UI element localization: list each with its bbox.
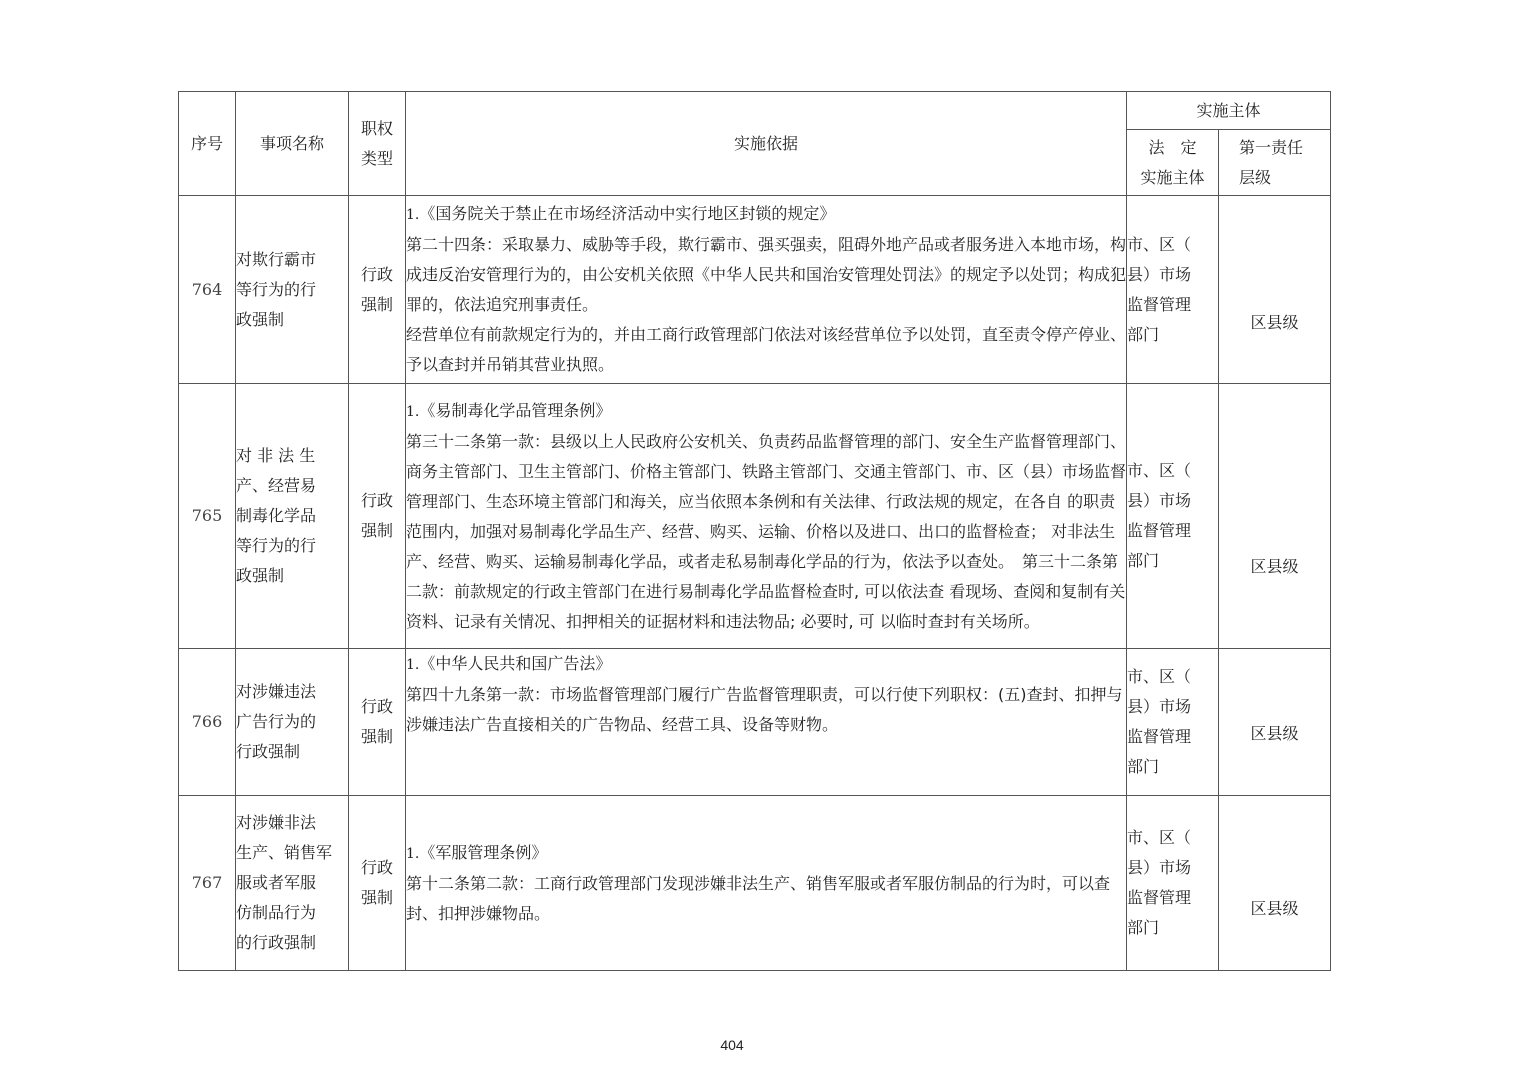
law-paragraph: 第二十四条：采取暴力、威胁等手段，欺行霸市、强买强卖，阻碍外地产品或者服务进入本地市场，构成违反治安管理行为的，由公安机关依照《中华人民共和国治安管理处罚法》的规定予以处罚；构成犯罪的，依法追究刑事责任。 xyxy=(406,235,1127,314)
header-basis: 实施依据 xyxy=(406,92,1127,196)
header-seq: 序号 xyxy=(179,92,236,196)
header-name: 事项名称 xyxy=(236,92,349,196)
header-type-line2: 类型 xyxy=(360,148,393,168)
header-legal-line2: 实施主体 xyxy=(1140,167,1205,187)
page-number: 404 xyxy=(720,1037,744,1053)
authority-type: 行政 强制 xyxy=(349,384,406,649)
header-type xyxy=(349,92,406,196)
row-number: 767 xyxy=(179,796,236,971)
law-paragraph: 第三十二条第一款：县级以上人民政府公安机关、负责药品监督管理的部门、安全生产监督管理部门、商务主管部门、卫生主管部门、价格主管部门、铁路主管部门、交通主管部门、市、区（县）市场监督管理部门、生态环境主管部门和海关，应当依照本条例和有关法律、行政法规的规定，在各自 的职责范围内，加强对易制毒化学品生产、经营、购买、运输、价格以及进口、出口的监督检查； 对非法生产、经营、购买、运输易制毒化学品，或者走私易制毒化学品的行为，依法予以查处。 第三十二条第二款：前款规定的行政主管部门在进行易制毒化学品监督检查时, 可以依法查 看现场、查阅和复制有关资料、记录有关情况、扣押相关的证据材料和违法物品; 必要时, 可 以临时查封有关场所。 xyxy=(406,431,1127,631)
header-type-line1: 职权 xyxy=(360,118,393,138)
authority-type: 行政 强制 xyxy=(349,649,406,796)
legal-subject: 市、区（ 县）市场 监督管理 部门 xyxy=(1127,384,1219,649)
header-first-line1: 第一责任 xyxy=(1239,137,1304,157)
item-name: 对 非 法 生 产、经营易 制毒化学品 等行为的行 政强制 xyxy=(236,384,349,649)
law-paragraph: 经营单位有前款规定行为的，并由工商行政管理部门依法对该经营单位予以处罚，直至责令停产停业、予以查封并吊销其营业执照。 xyxy=(406,325,1127,374)
law-title: 1.《国务院关于禁止在市场经济活动中实行地区封锁的规定》 xyxy=(406,204,836,223)
table-row xyxy=(179,384,1331,649)
item-name: 对涉嫌非法 生产、销售军 服或者军服 仿制品行为 的行政强制 xyxy=(236,796,349,971)
law-title: 1.《中华人民共和国广告法》 xyxy=(406,654,612,673)
header-subject: 实施主体 xyxy=(1127,92,1331,130)
row-number: 764 xyxy=(179,196,236,384)
header-first-line2: 层级 xyxy=(1239,167,1272,187)
table-row xyxy=(179,649,1331,796)
responsibility-level: 区县级 xyxy=(1219,649,1331,796)
enforcement-table xyxy=(178,91,1331,971)
law-paragraph: 第四十九条第一款：市场监督管理部门履行广告监督管理职责，可以行使下列职权：(五)查封、扣押与涉嫌违法广告直接相关的广告物品、经营工具、设备等财物。 xyxy=(406,685,1123,734)
legal-basis xyxy=(406,196,1127,384)
item-name: 对欺行霸市 等行为的行 政强制 xyxy=(236,196,349,384)
legal-basis xyxy=(406,384,1127,649)
law-paragraph: 第十二条第二款：工商行政管理部门发现涉嫌非法生产、销售军服或者军服仿制品的行为时，可以查封、扣押涉嫌物品。 xyxy=(406,873,1111,923)
row-number: 765 xyxy=(179,384,236,649)
header-first-level xyxy=(1219,130,1331,196)
authority-type: 行政 强制 xyxy=(349,196,406,384)
table-row xyxy=(179,796,1331,971)
legal-subject: 市、区（ 县）市场 监督管理 部门 xyxy=(1127,196,1219,384)
law-title: 1.《易制毒化学品管理条例》 xyxy=(406,400,612,420)
authority-type: 行政 强制 xyxy=(349,796,406,971)
law-title: 1.《军服管理条例》 xyxy=(406,842,548,862)
legal-subject: 市、区（ 县）市场 监督管理 部门 xyxy=(1127,649,1219,796)
responsibility-level: 区县级 xyxy=(1219,384,1331,649)
legal-subject: 市、区（ 县）市场 监督管理 部门 xyxy=(1127,796,1219,971)
header-legal-subject xyxy=(1127,130,1219,196)
responsibility-level: 区县级 xyxy=(1219,796,1331,971)
table-row xyxy=(179,196,1331,384)
row-number: 766 xyxy=(179,649,236,796)
header-legal-line1: 法 定 xyxy=(1148,137,1197,157)
item-name: 对涉嫌违法 广告行为的 行政强制 xyxy=(236,649,349,796)
legal-basis xyxy=(406,796,1127,971)
legal-basis xyxy=(406,649,1127,796)
responsibility-level: 区县级 xyxy=(1219,196,1331,384)
header-row-top xyxy=(179,92,1331,130)
